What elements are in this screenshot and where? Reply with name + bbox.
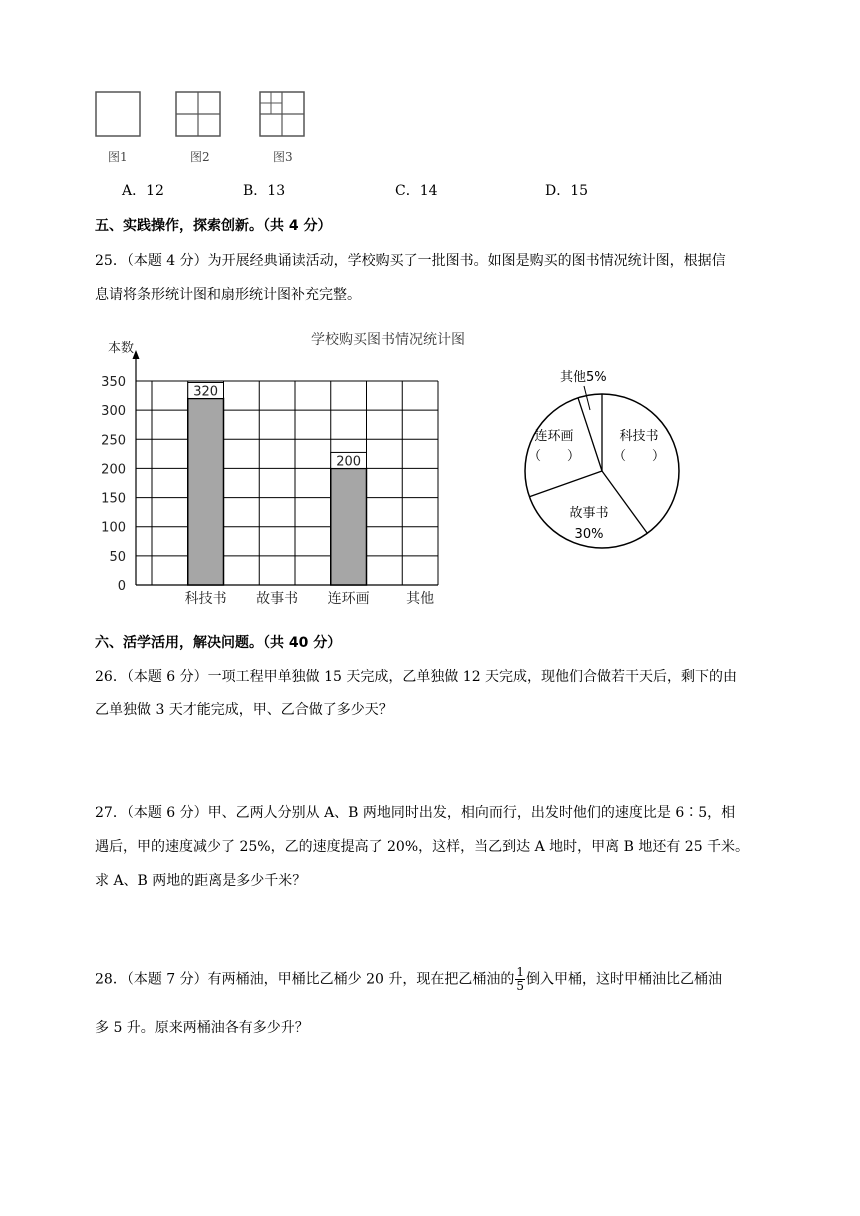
q26-line-1: 26．（本题 6 分）一项工程甲单独做 15 天完成，乙单独做 12 天完成，现他们合做若干天后，剩下的由 [95,669,738,685]
pie-chart [510,362,690,562]
option-b[interactable] [243,180,285,200]
option-a-letter: A． [122,183,147,199]
q28-line-2: 多 5 升。原来两桶油各有多少升？ [95,1020,309,1036]
figure-1-label: 图1 [108,150,128,164]
option-d-letter: D． [545,183,571,199]
pie-value-comics: （ ） [527,449,581,464]
q26-line-2: 乙单独做 3 天才能完成，甲、乙合做了多少天？ [95,702,393,718]
fraction-one-fifth [515,966,525,993]
section-6-heading: 六、活学活用，解决问题。（共 40 分） [95,635,342,651]
y-tick-label: 250 [101,433,126,449]
q28-line-1 [95,966,722,993]
x-tick-label: 故事书 [256,591,299,607]
section-5-heading: 五、实践操作，探索创新。（共 4 分） [95,218,332,234]
y-tick-label: 350 [101,375,126,390]
bar-grid [136,381,438,585]
fraction-denominator: 5 [516,979,524,993]
pie-label-story: 故事书 [569,506,609,521]
x-tick-label: 连环画 [327,591,370,607]
y-tick-label: 100 [101,520,126,536]
y-tick-label: 300 [101,404,126,420]
pie-label-comics: 连环画 [534,429,574,444]
x-tick-label: 科技书 [184,591,227,607]
option-c-value: 14 [419,183,438,199]
q28-text-after: 倒入甲桶，这时甲桶油比乙桶油 [525,971,722,988]
y-tick-label: 150 [101,491,126,507]
figure-1-square [96,92,140,136]
y-tick-label: 200 [101,462,126,478]
pie-value-story: 30% [574,527,604,542]
figure-2-label: 图2 [190,150,210,164]
square-figures [90,88,320,144]
option-a-value: 12 [146,183,164,199]
bar [188,398,224,585]
y-axis-label: 本数 [108,341,135,356]
option-d-value: 15 [570,183,589,199]
bar-yticks [101,375,126,594]
q27-line-1: 27．（本题 6 分）甲、乙两人分别从 A、B 两地同时出发，相向而行，出发时他们的速度比是 6∶5，相 [95,805,736,821]
pie-label-science: 科技书 [619,429,659,444]
pie-value-science: （ ） [612,449,666,464]
q25-line-2: 息请将条形统计图和扇形统计图补充完整。 [95,287,361,303]
bar-chart-title: 学校购买图书情况统计图 [311,332,465,348]
bar-data-label: 200 [336,454,362,470]
option-b-value: 13 [267,183,286,199]
option-c-letter: C． [395,183,420,199]
y-tick-label: 0 [117,579,126,594]
q27-line-2: 遇后，甲的速度减少了 25%，乙的速度提高了 20%，这样，当乙到达 A 地时，甲离 B 地还有 25 千米。 [95,839,750,855]
figure-2-square [176,92,220,136]
option-d[interactable] [545,180,588,200]
option-b-letter: B． [243,183,268,199]
bar-chart [100,325,490,615]
figure-3-square [260,92,304,136]
fraction-numerator: 1 [516,965,524,979]
pie-label-other: 其他5% [560,370,607,385]
q25-line-1: 25．（本题 4 分）为开展经典诵读活动，学校购买了一批图书。如图是购买的图书情况统计图，根据信 [95,253,726,269]
q28-text-before: 28．（本题 7 分）有两桶油，甲桶比乙桶少 20 升，现在把乙桶油的 [95,971,515,988]
bar-data-label: 320 [193,384,219,400]
bar-bars [188,382,367,585]
bar-xticks [185,590,435,607]
option-a[interactable] [122,180,164,200]
x-tick-label: 其他 [406,591,435,607]
q27-line-3: 求 A、B 两地的距离是多少千米？ [95,873,307,889]
y-tick-label: 50 [109,549,126,565]
figure-3-label: 图3 [273,150,293,164]
option-c[interactable] [395,180,438,200]
bar [331,468,367,585]
